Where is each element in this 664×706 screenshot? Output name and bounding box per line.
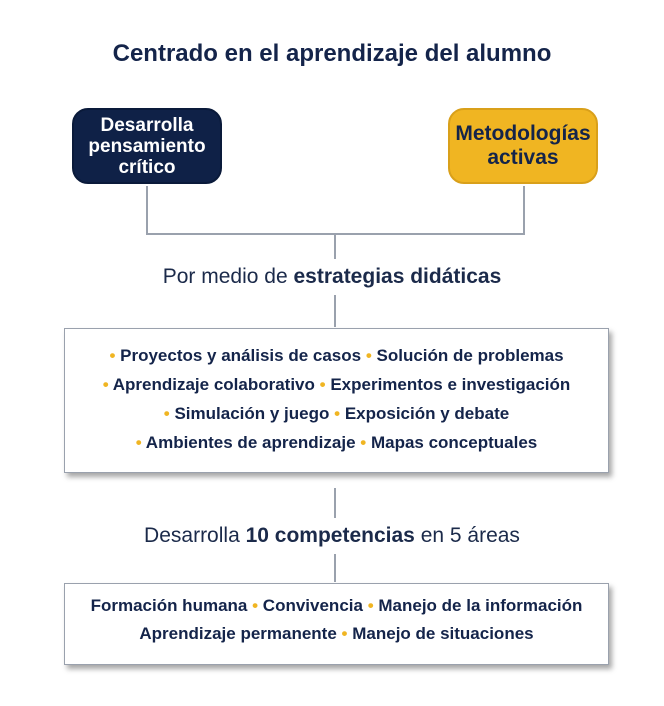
strategy-item: Simulación y juego (174, 404, 330, 423)
strategies-row (65, 433, 608, 453)
strategies-row (65, 375, 608, 395)
connector-center-lower (334, 488, 336, 518)
bullet-icon: • (341, 624, 348, 643)
strategy-item: Mapas conceptuales (370, 433, 538, 452)
bullet-icon: • (319, 375, 326, 394)
strategies-box (64, 328, 609, 473)
connector-right-vertical (523, 186, 525, 234)
competencies-heading-prefix: Desarrolla (144, 524, 246, 547)
strategies-heading-bold: estrategias didáticas (293, 265, 502, 288)
competencies-heading-suffix: en 5 áreas (414, 524, 520, 547)
areas-row (65, 596, 608, 616)
strategy-item: Proyectos y análisis de casos (120, 346, 362, 365)
active-methodologies-label: Metodologías activas (455, 122, 591, 169)
connector-center-top (334, 233, 336, 259)
active-methodologies-pill (448, 108, 598, 184)
connector-center-bottom (334, 554, 336, 582)
area-item: Formación humana (90, 596, 248, 615)
critical-thinking-label: Desarrolla pensamiento crítico (88, 114, 206, 178)
area-item: Aprendizaje permanente (139, 624, 337, 643)
strategies-heading (0, 265, 664, 289)
bullet-icon: • (102, 375, 109, 394)
bullet-icon: • (252, 596, 259, 615)
competencies-heading (0, 524, 664, 548)
bullet-icon: • (360, 433, 367, 452)
critical-thinking-pill (72, 108, 222, 184)
bullet-icon: • (367, 596, 374, 615)
page-title: Centrado en el aprendizaje del alumno (112, 40, 552, 67)
bullet-icon: • (135, 433, 142, 452)
connector-horizontal (146, 233, 525, 235)
strategies-row (65, 346, 608, 366)
strategy-item: Solución de problemas (376, 346, 564, 365)
strategy-item: Exposición y debate (344, 404, 510, 423)
area-item: Manejo de situaciones (352, 624, 534, 643)
bullet-icon: • (365, 346, 372, 365)
connector-left-vertical (146, 186, 148, 234)
strategies-heading-prefix: Por medio de (162, 265, 294, 288)
bullet-icon: • (109, 346, 116, 365)
area-item: Manejo de la información (378, 596, 583, 615)
strategy-item: Ambientes de aprendizaje (145, 433, 356, 452)
strategy-item: Experimentos e investigación (330, 375, 571, 394)
areas-box (64, 583, 609, 665)
competencies-heading-bold: 10 competencias (245, 524, 415, 547)
bullet-icon: • (334, 404, 341, 423)
areas-row (65, 624, 608, 644)
strategies-row (65, 404, 608, 424)
area-item: Convivencia (262, 596, 363, 615)
connector-center-mid (334, 295, 336, 327)
strategy-item: Aprendizaje colaborativo (112, 375, 315, 394)
bullet-icon: • (163, 404, 170, 423)
